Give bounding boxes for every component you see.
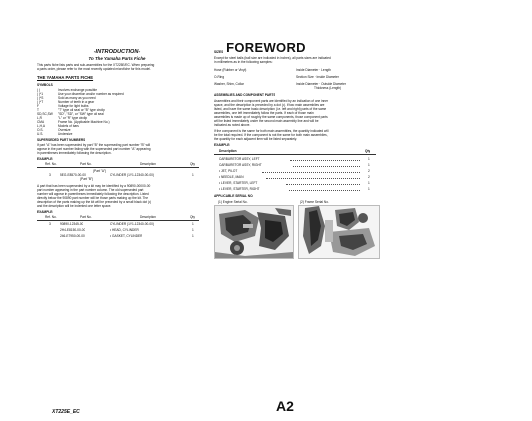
example2-ref: 3	[49, 222, 51, 226]
symbol-desc: Voltage for light bulbs	[58, 104, 89, 108]
leader-dots	[262, 172, 360, 173]
example1-part: (Part "B")	[80, 177, 94, 181]
table-rule	[37, 220, 199, 221]
intro-text-line: a parts order, please refer to the most recently updated microfiche for this model.	[37, 67, 151, 71]
supersede-heading: SUPERSEDED PART NUMBERS	[37, 138, 86, 142]
supersede-text-line: in parentheses immediately following the description.	[37, 151, 112, 155]
symbol-desc: Frame No. (Applicable Machine No.)	[58, 120, 110, 124]
example-row-desc: • JET, PILOT	[219, 169, 238, 173]
example-row-qty: 1	[368, 157, 370, 161]
example-row-qty: 1	[368, 181, 370, 185]
symbol-desc: Undersize	[58, 132, 73, 136]
size-spec: Section Size · Inside Diameter	[296, 75, 339, 79]
photo2-caption: (2) Frame Serial No.	[300, 200, 329, 204]
example2-desc: CYLINDER (1Y1-12340-00-00)	[110, 222, 154, 226]
col-header-desc: Description	[140, 162, 156, 166]
example2-qty: 1	[192, 234, 194, 238]
symbol-desc: "T" type oil seal or "B" type circlip	[58, 108, 105, 112]
symbol-desc: Oversize	[58, 128, 71, 132]
col-header-part: Part No.	[80, 215, 92, 219]
assembly-text-line: A part that has been superseded by a kit may be identified by a 90890-00000-00	[37, 184, 151, 188]
table-rule	[214, 154, 376, 155]
col-header-ref: Ref. No.	[45, 215, 57, 219]
assemblies-text-line: Assemblies and their component parts are identified by an indication of one inner	[214, 99, 329, 103]
col-header-qty: Qty	[190, 215, 195, 219]
sizes-text-line: Except for steel balls (ball size are indicated in inches), all parts sizes are indicated	[214, 56, 331, 60]
example-row-qty: 1	[368, 163, 370, 167]
symbol-desc: Number of teeth in a gear	[58, 100, 95, 104]
symbol-code: L,H,A	[37, 124, 45, 128]
symbol-code: CMA	[37, 120, 45, 124]
symbol-code: T	[37, 108, 39, 112]
assemblies-text-line: assemblies, one left immediately follow the parts. If each of those main	[214, 111, 314, 115]
symbol-desc: Involves exchange possible	[58, 88, 97, 92]
assemblies-heading: ASSEMBLIES AND COMPONENT PARTS	[214, 93, 276, 97]
assembly-text-line: part number appearing in the part number column. The old superseded part	[37, 188, 144, 192]
symbol-code: ( )	[37, 88, 41, 92]
symbol-desc: Sold as many as you need	[58, 96, 96, 100]
size-spec: Thickness (Length)	[314, 86, 342, 90]
col-header-desc: Description	[140, 215, 156, 219]
assemblies-text-line: space, and the description is preceded by a dot (•). If two main assemblies are	[214, 103, 325, 107]
col-header-qty: Qty	[365, 149, 371, 153]
symbols-heading: SYMBOLS	[37, 83, 53, 87]
applicable-heading: APPLICABLE SERIAL NO.	[214, 194, 254, 198]
example2-part: 246-E7950-00-00	[60, 234, 85, 238]
example2-desc: • HEAD, CYLINDER	[110, 228, 139, 232]
table-rule	[37, 167, 199, 168]
engine-illustration	[215, 206, 293, 258]
example-row-desc: • NEEDLE, MAIN	[219, 175, 244, 179]
page-title: FOREWORD	[226, 40, 306, 55]
component-text-line: the quantity for each adjacent item will be listed separately.	[214, 137, 298, 141]
example-row-desc: CARBURETOR ASSY, RIGHT	[219, 163, 262, 167]
size-item: Hose (Rubber or Vinyl)	[214, 68, 247, 72]
symbol-desc: "L" or "R" type circlip	[58, 116, 88, 120]
symbol-desc: "SD", "SD", or "SW" type oil seal	[58, 112, 104, 116]
model-code: XT225E_EC	[52, 409, 80, 415]
example2-qty: 1	[192, 222, 194, 226]
example-row-desc: • LEVER, STARTER, LEFT	[219, 181, 258, 185]
example-label: EXAMPLE:	[37, 157, 54, 161]
component-text-line: If the component is the same for both main assemblies, the quantity indicated will	[214, 129, 329, 133]
example1-part: 5EG-E8570-00-00	[60, 173, 86, 177]
symbol-code: L,R	[37, 116, 42, 120]
supersede-text-line: appear in the part number listing with the superseded part number "A" appearing	[37, 147, 151, 151]
symbol-code: F	[37, 104, 39, 108]
example2-label: EXAMPLE:	[37, 210, 54, 214]
example1-desc: CYLINDER (1Y1-12340-00-00)	[110, 173, 154, 177]
example-row-qty: 1	[368, 187, 370, 191]
col-header-desc: Description	[219, 149, 237, 153]
size-spec: Inside Diameter · Outside Diameter	[296, 82, 346, 86]
component-text-line: be the total required. If the component is not the same for both main assemblies,	[214, 133, 328, 137]
intro-heading: -INTRODUCTION-	[93, 49, 141, 55]
leader-dots	[286, 184, 360, 185]
leader-dots	[290, 160, 360, 161]
assembly-text-line: description of the parts making up the kit will be preceded by a small black dot (•)	[37, 200, 152, 204]
example-row-qty: 2	[368, 175, 370, 179]
assembly-text-line: directly below the 90890 part number will be those parts making up the kit. The	[37, 196, 149, 200]
symbol-desc: Use your discretion and/or number as required	[58, 92, 124, 96]
symbol-code: U.S.	[37, 132, 44, 136]
symbol-code: O.S.	[37, 128, 44, 132]
supersede-text-line: If part "A" has been superseded by part "B" the superseding part number "B" will	[37, 143, 151, 147]
photo1-caption: (1) Engine Serial No.	[218, 200, 248, 204]
example-row-qty: 2	[368, 169, 370, 173]
example2-part: 90890-12345-00	[60, 222, 84, 226]
col-header-part: Part No.	[80, 162, 92, 166]
intro-text-line: This parts fiche lists parts and sub-assemblies for the XT225E/EC. When preparing	[37, 63, 155, 67]
example1-ref: 3	[49, 173, 51, 177]
leader-dots	[266, 178, 360, 179]
size-spec: Inside Diameter · Length	[296, 68, 331, 72]
symbol-code: ( )*T	[37, 100, 44, 104]
symbol-desc: Models of bars	[58, 124, 79, 128]
assemblies-text-line: indicated as noted above.	[214, 123, 251, 127]
example2-qty: 1	[192, 228, 194, 232]
example1-desc: (Part "A")	[93, 169, 107, 173]
assemblies-text-line: assemblies is made up of roughly the same components, those component parts	[214, 115, 328, 119]
symbol-code: ( )*S	[37, 96, 44, 100]
leader-dots	[293, 166, 360, 167]
leader-dots	[289, 190, 360, 191]
symbol-code: ( )*1	[37, 92, 44, 96]
section-heading: THE YAMAHA PARTS FICHE	[37, 75, 94, 80]
frame-illustration	[299, 206, 379, 258]
sizes-text-line: in millimeters as in the following samples:	[214, 60, 273, 64]
symbol-code: SD,SC,SW	[37, 112, 53, 116]
intro-subheading: To The Yamaha Parts Fiche	[88, 56, 146, 61]
size-item: Washer, Shim, Collar	[214, 82, 244, 86]
size-item: O-Ring	[214, 75, 225, 79]
page-number: A2	[276, 398, 294, 414]
col-header-qty: Qty	[190, 162, 195, 166]
assemblies-text-line: listed, and have the same basic description (i.e. left and right) parts of the same	[214, 107, 327, 111]
engine-serial-photo	[214, 205, 294, 259]
example-label: EXAMPLE:	[214, 143, 231, 147]
col-header-ref: Ref. No.	[45, 162, 57, 166]
assemblies-text-line: will be listed immediately under the second main assembly line and will be	[214, 119, 319, 123]
example2-desc: • GASKET, CYLINDER	[110, 234, 143, 238]
example-row-desc: CARBURETOR ASSY, LEFT	[219, 157, 260, 161]
example-row-desc: • LEVER, STARTER, RIGHT	[219, 187, 260, 191]
assembly-text-line: number will appear in parentheses immediately following the description. Listed	[37, 192, 149, 196]
assembly-text-line: and the description will be indented one letter space.	[37, 204, 112, 208]
frame-serial-photo	[298, 205, 380, 259]
sizes-heading: SIZES	[214, 50, 224, 54]
example2-part: 2H4-E8150-00-00	[60, 228, 86, 232]
example1-qty: 1	[192, 173, 194, 177]
